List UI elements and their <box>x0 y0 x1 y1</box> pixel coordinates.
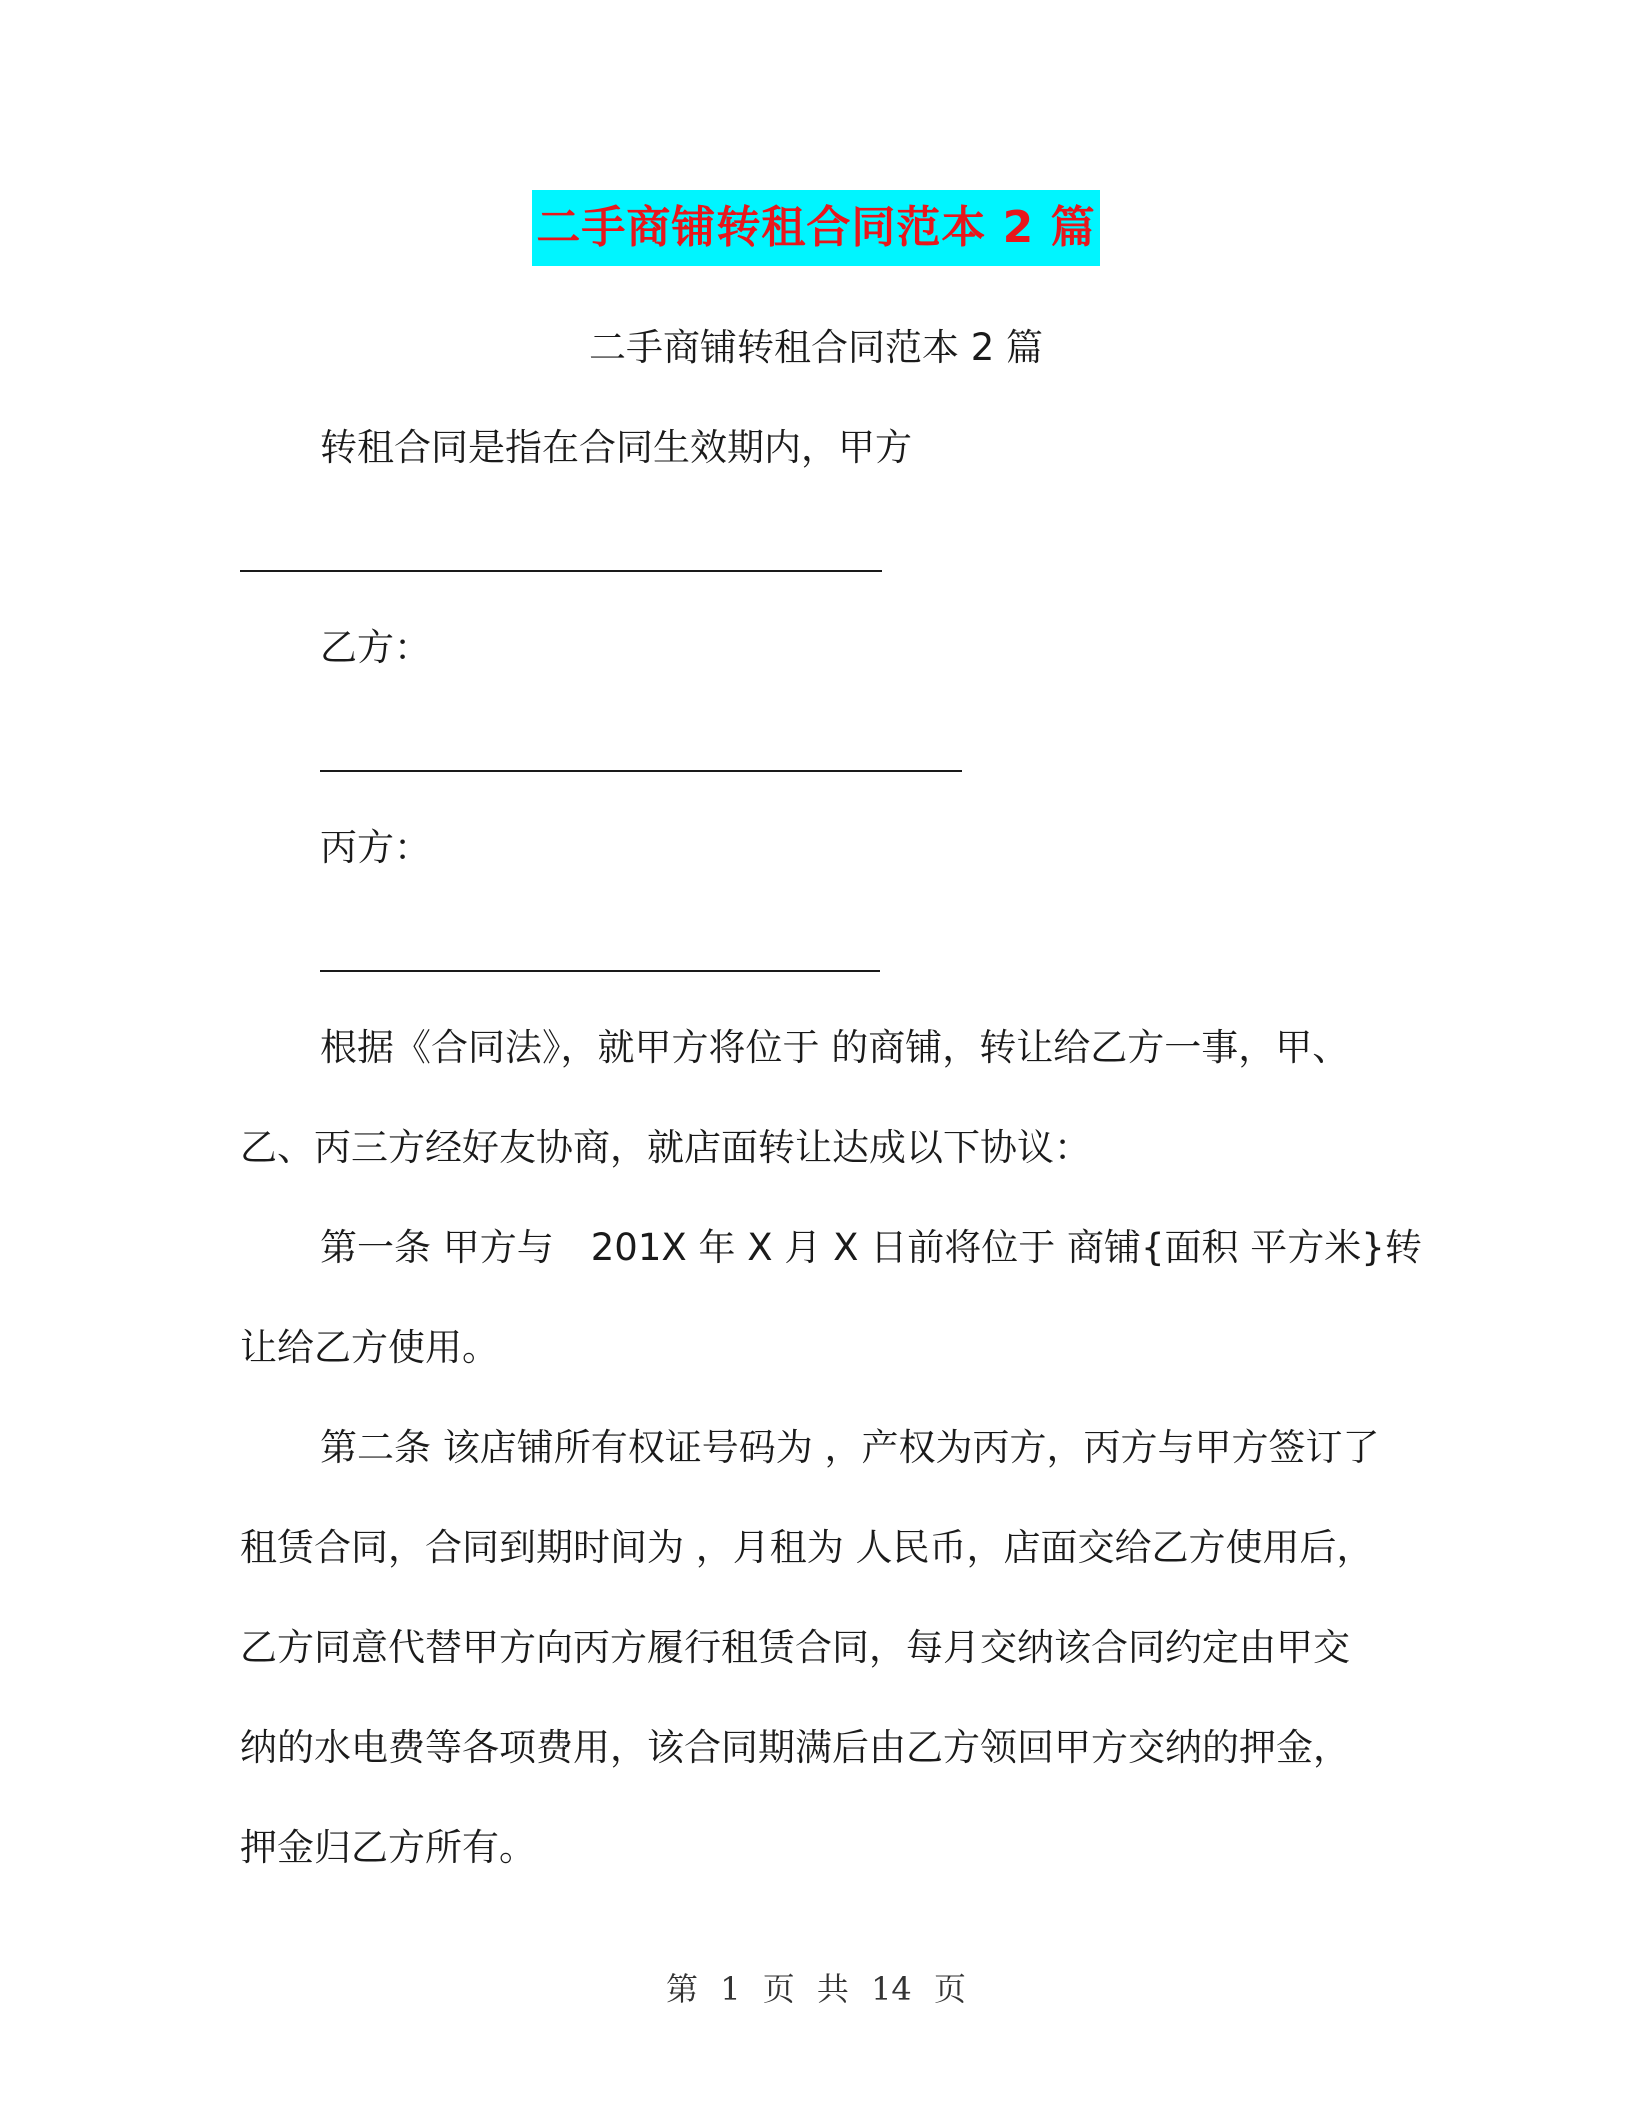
title-container <box>0 190 1632 266</box>
party-c-blank-line <box>320 970 880 972</box>
article-2-line-2: 租赁合同，合同到期时间为 ，月租为 人民币，店面交给乙方使用后， <box>240 1526 1374 1569</box>
article-2-line-5: 押金归乙方所有。 <box>240 1826 536 1869</box>
page-number-footer: 第 1 页 共 14 页 <box>666 1970 966 2008</box>
article-2-line-3: 乙方同意代替甲方向丙方履行租赁合同，每月交纳该合同约定由甲交 <box>240 1626 1350 1669</box>
article-2-line-4: 纳的水电费等各项费用，该合同期满后由乙方领回甲方交纳的押金， <box>240 1726 1350 1769</box>
party-a-blank-line <box>240 570 882 572</box>
article-1-line-1: 第一条 甲方与 201X 年 X 月 X 日前将位于 商铺{面积 平方米}转 <box>320 1226 1422 1269</box>
basis-paragraph-line-2: 乙、丙三方经好友协商，就店面转让达成以下协议： <box>240 1126 1091 1169</box>
party-c-label: 丙方： <box>320 826 431 869</box>
document-subtitle: 二手商铺转租合同范本 2 篇 <box>588 326 1044 369</box>
party-b-label: 乙方： <box>320 626 431 669</box>
article-2-line-1: 第二条 该店铺所有权证号码为 ，产权为丙方，丙方与甲方签订了 <box>320 1426 1380 1469</box>
intro-text: 转租合同是指在合同生效期内，甲方 <box>320 426 912 469</box>
document-title: 二手商铺转租合同范本 2 篇 <box>532 190 1099 266</box>
basis-paragraph-line-1: 根据《合同法》，就甲方将位于 的商铺，转让给乙方一事，甲、 <box>320 1026 1350 1069</box>
article-1-line-2: 让给乙方使用。 <box>240 1326 499 1369</box>
party-b-blank-line <box>320 770 962 772</box>
